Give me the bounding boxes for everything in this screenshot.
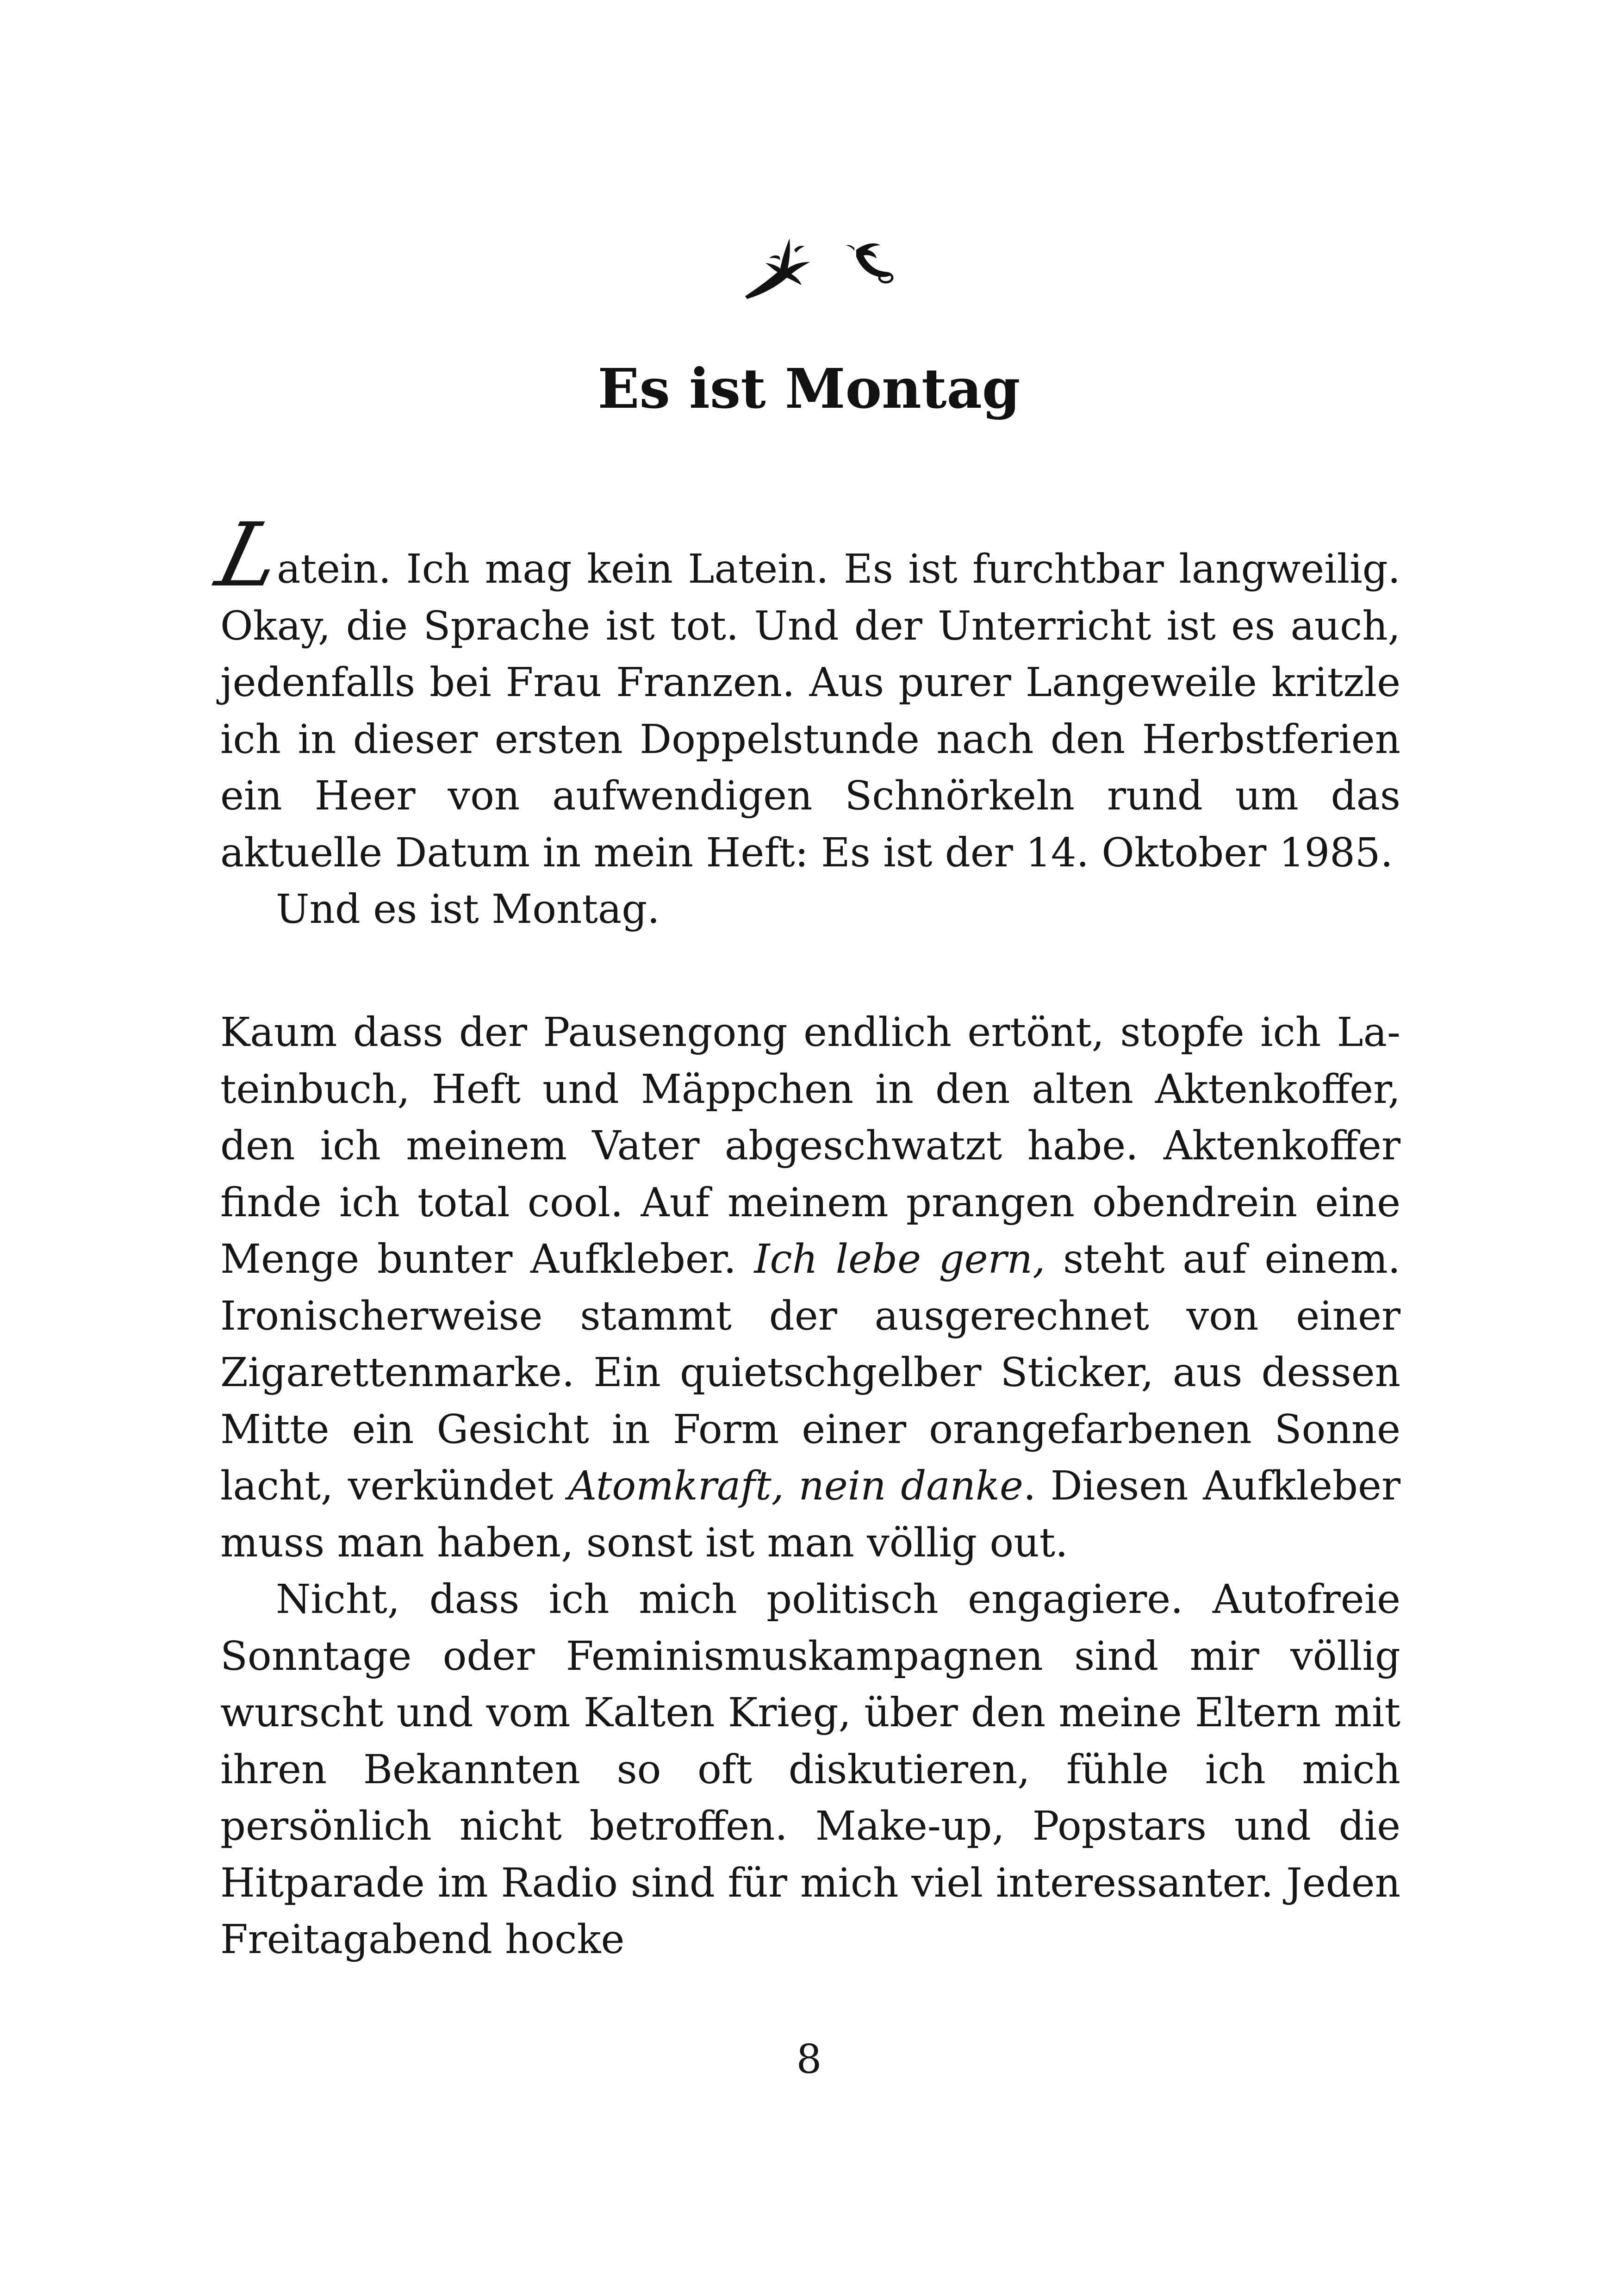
paragraph-3-text-b: steht auf einem. Ironischerweise stammt der ausgerechnet von einer Zigarettenmarke. Ein quietschgelber Sticker, aus dessen Mitte ein Gesicht in Form einer orangefarbenen Sonne lacht, verkündet [220,1236,1400,1509]
dragon-fleuron-icon [717,218,912,310]
paragraph-4: Nicht, dass ich mich politisch engagiere. Autofreie Sonntage oder Feminismuskampagnen sind mir völlig wurscht und vom Kalten Krieg, über den meine Eltern mit ihren Bekannten so oft diskutieren, fühle ich mich persönlich nicht betroffen. Make-up, Popstars und die Hitparade im Radio sind für mich viel interessanter. Jeden Freitagabend hocke [220,1576,1400,1963]
paragraph-1 [207,504,1400,881]
paragraph-3 [220,1004,1400,1571]
sticker-text-italic: Ich lebe gern, [754,1236,1045,1282]
paragraph-3-text-c: . Diesen Aufkleber muss man haben, sonst ist man völlig out. [220,1463,1400,1566]
page-number: 8 [796,2036,822,2083]
drop-initial: L [207,504,290,606]
body-text-bottom [220,1004,1400,1968]
paragraph-3-text-a: Kaum dass der Pausengong endlich ertönt, stopfe ich Lateinbuch, Heft und Mäppchen in den alten Aktenkoffer, den ich meinem Vater abgeschwatzt habe. Aktenkoffer finde ich total cool. Auf meinem prangen obendrein eine Menge bunter Aufkleber. [220,1009,1400,1282]
chapter-title: Es ist Montag [597,356,1021,421]
slogan-text-italic: Atomkraft, nein danke [568,1463,1023,1509]
body-text-top [207,504,1400,938]
paragraph-1-text: atein. Ich mag kein Latein. Es ist furchtbar langweilig. Okay, die Sprache ist tot. Und der Unterricht ist es auch, jedenfalls bei Frau Franzen. Aus purer Langeweile kritzle ich in dieser ersten Doppelstunde nach den Herbstferien ein Heer von aufwendigen Schnörkeln rund um das aktuelle Datum in mein Heft: Es ist der 14. Oktober 1985. [220,546,1400,876]
paragraph-2: Und es ist Montag. [276,886,660,933]
